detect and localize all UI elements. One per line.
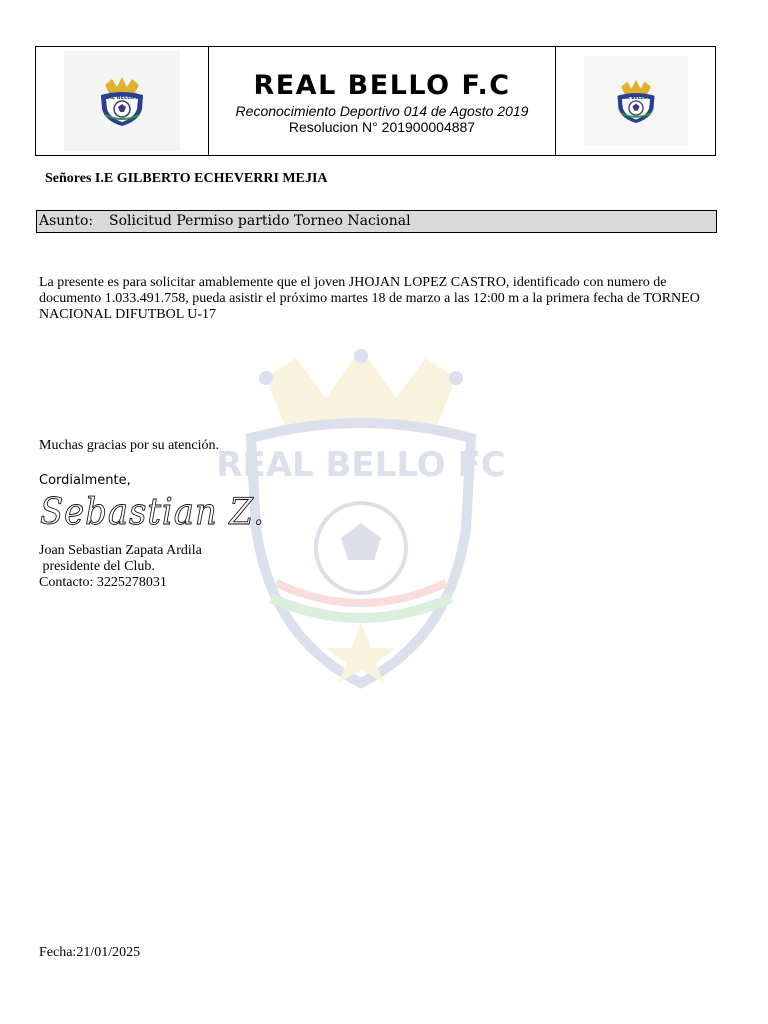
closing-line: Cordialmente, <box>39 473 131 488</box>
signature-text: Sebastian Z. <box>40 492 265 533</box>
signer-contact: Contacto: 3225278031 <box>39 575 167 590</box>
recipient-line: Señores I.E GILBERTO ECHEVERRI MEJIA <box>45 171 328 186</box>
letterhead-title-cell <box>209 47 556 155</box>
signer-block <box>39 543 202 591</box>
subject-bar <box>36 210 717 233</box>
letterhead-left-logo-cell <box>36 47 209 155</box>
club-logo-left-text: REAL BELLO FC <box>100 95 144 101</box>
signer-role: presidente del Club. <box>39 559 155 574</box>
letter-date: Fecha:21/01/2025 <box>39 945 141 960</box>
letterhead-right-logo-cell <box>556 47 715 155</box>
letterhead <box>35 46 716 156</box>
club-logo-right <box>584 56 688 146</box>
signer-name: Joan Sebastian Zapata Ardila <box>39 543 202 558</box>
subject-text: Solicitud Permiso partido Torneo Nacional <box>109 213 411 229</box>
thanks-line: Muchas gracias por su atención. <box>39 438 219 453</box>
letter-body: La presente es para solicitar amablemente que el joven JHOJAN LOPEZ CASTRO, identificado con numero de documento 1.033.491.758, pueda asistir el próximo martes 18 de marzo a las 12:00 m a la primera fecha de TORNEO NACIONAL DIFUTBOL U-17 <box>39 275 700 322</box>
club-logo-right-text: REAL BELLO FC <box>616 96 655 102</box>
club-logo-left <box>64 51 180 151</box>
club-name: REAL BELLO F.C <box>253 70 511 101</box>
handwritten-signature <box>38 490 273 537</box>
subject-label: Asunto: <box>39 213 94 229</box>
watermark-logo <box>216 338 506 693</box>
recognition-text: Reconocimiento Deportivo 014 de Agosto 2019 <box>235 103 529 119</box>
resolution-text: Resolucion N° 201900004887 <box>288 119 476 135</box>
watermark-logo-text: REAL BELLO FC <box>216 445 506 485</box>
